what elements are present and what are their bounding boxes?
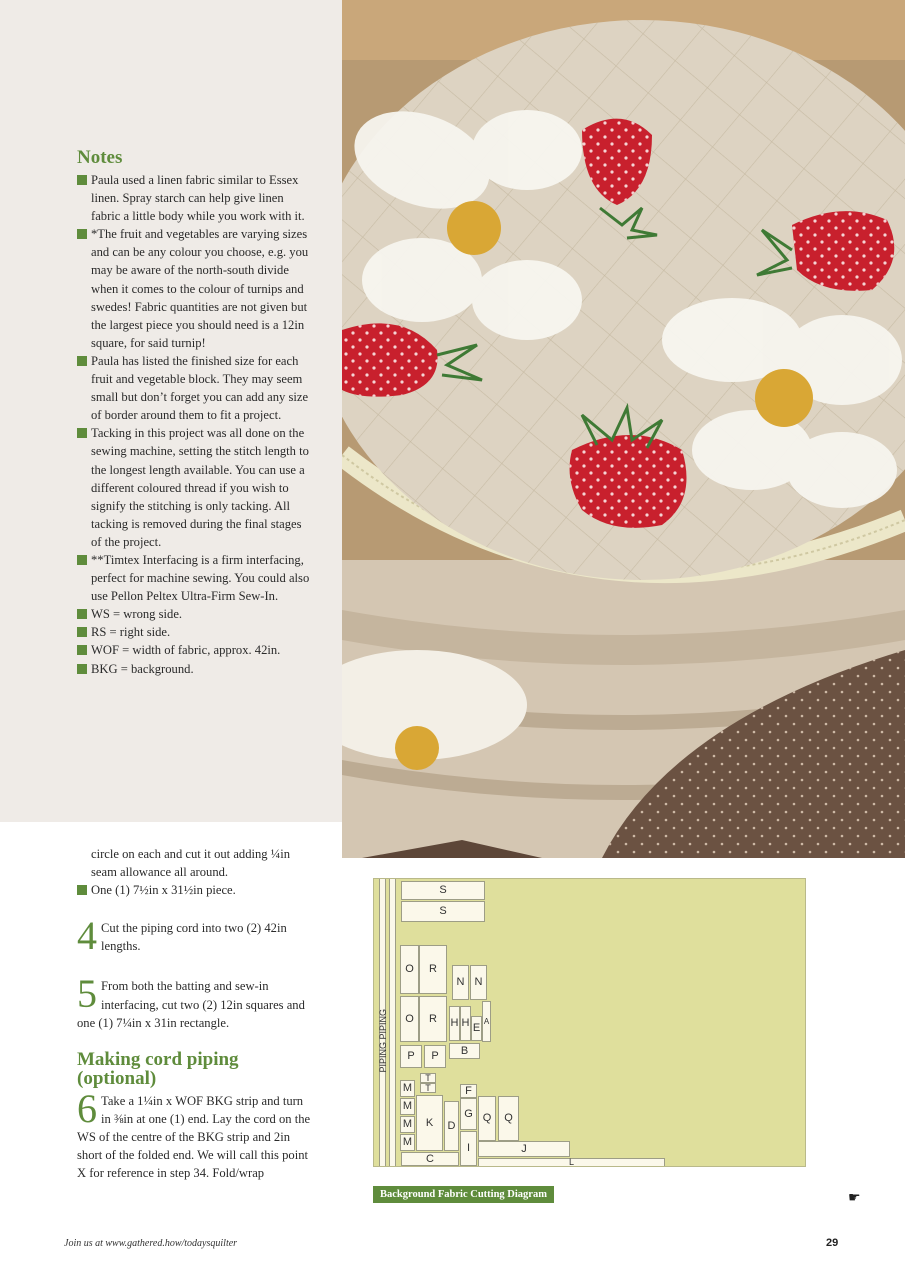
list-item: BKG = background. — [77, 660, 311, 678]
quilted-box-photo — [342, 0, 905, 858]
list-item: One (1) 7½in x 31½in piece. — [77, 881, 311, 899]
piece-label: M — [400, 1134, 415, 1151]
step-number: 6 — [77, 1085, 97, 1131]
piece-label: R — [419, 945, 447, 994]
piece-label: B — [449, 1043, 480, 1059]
notes-title: Notes — [77, 147, 123, 168]
continuation-text: circle on each and cut it out adding ¼in seam allowance all around. — [91, 847, 290, 880]
section-heading: Making cord piping (optional) — [77, 1048, 239, 1089]
bullet-square-icon — [77, 645, 87, 655]
page-number: 29 — [826, 1237, 839, 1249]
piece-label: F — [460, 1084, 477, 1098]
bullet-square-icon — [77, 175, 87, 185]
list-item: WS = wrong side. — [77, 605, 311, 623]
list-item: WOF = width of fabric, approx. 42in. — [77, 641, 311, 659]
piece-label: I — [460, 1131, 477, 1166]
bullet-square-icon — [77, 356, 87, 366]
bullet-square-icon — [77, 627, 87, 637]
pointing-hand-icon: ☛ — [848, 1191, 861, 1206]
piece-label: L — [478, 1158, 665, 1167]
step-text: Take a 1¼in x WOF BKG strip and turn in ⅜in at one (1) end. Lay the cord on the WS of the centre of the BKG strip and 2in short of the folded end. We will call this point X for reference in step 34. Fold/wrap — [77, 1093, 311, 1181]
step-5 — [77, 971, 311, 1031]
piece-label: R — [419, 996, 447, 1042]
bullet-square-icon — [77, 885, 87, 895]
piece-label: Q — [498, 1096, 519, 1141]
step-4 — [77, 913, 311, 959]
piece-label: H — [449, 1006, 460, 1041]
piece-label: H — [460, 1006, 471, 1041]
bullet-square-icon — [77, 229, 87, 239]
piece-label: P — [400, 1045, 422, 1068]
piece-label: M — [400, 1116, 415, 1133]
piece-label: N — [470, 965, 487, 1000]
piece-label: M — [400, 1080, 415, 1097]
bullet-square-icon — [77, 428, 87, 438]
piece-label: T — [420, 1083, 436, 1093]
piece-label: P — [424, 1045, 446, 1068]
list-item: **Timtex Interfacing is a firm interfacing, perfect for machine sewing. You could also use Pellon Peltex Ultra-Firm Sew-In. — [77, 551, 311, 605]
quilted-box-illustration — [342, 0, 905, 858]
step-text: Cut the piping cord into two (2) 42in lengths. — [101, 921, 287, 954]
piece-label: S — [401, 901, 485, 922]
piece-label: A — [482, 1001, 491, 1042]
list-item: RS = right side. — [77, 623, 311, 641]
piece-label: C — [401, 1152, 459, 1166]
footer-url: Join us at www.gathered.how/todaysquilter — [64, 1238, 238, 1249]
list-item: Tacking in this project was all done on the sewing machine, setting the stitch length to the longest length available. You can use a different coloured thread if you wish to signify the stitching is only tacking. All tacking is removed during the final stages of the project. — [77, 424, 311, 551]
piece-label: N — [452, 965, 469, 1000]
piece-label: G — [460, 1098, 477, 1130]
cutting-diagram — [373, 878, 806, 1167]
piece-label: K — [416, 1095, 443, 1151]
piece-label: E — [471, 1016, 482, 1041]
bullet-square-icon — [77, 664, 87, 674]
bullet-square-icon — [77, 609, 87, 619]
notes-list — [77, 171, 311, 678]
piping-label: PIPING PIPING — [378, 1009, 388, 1073]
piece-label: D — [444, 1101, 459, 1151]
piece-label: T — [420, 1073, 436, 1083]
step-text: From both the batting and sew-in interfacing, cut two (2) 12in squares and one (1) 7¼in x 31in rectangle. — [77, 979, 305, 1030]
piece-label: O — [400, 996, 419, 1042]
piece-label: Q — [478, 1096, 496, 1141]
step-6 — [77, 1085, 311, 1182]
list-item: Paula used a linen fabric similar to Essex linen. Spray starch can help give linen fabric a little body while you work with it. — [77, 171, 311, 225]
piece-label: O — [400, 945, 419, 994]
step-number: 4 — [77, 913, 97, 959]
notes-panel — [0, 0, 343, 822]
bullet-square-icon — [77, 555, 87, 565]
piece-label: S — [401, 881, 485, 900]
list-item: Paula has listed the finished size for each fruit and vegetable block. They may seem small but don’t forget you can add any size of border around them to fit a project. — [77, 352, 311, 424]
piece-label: J — [478, 1141, 570, 1157]
step-number: 5 — [77, 971, 97, 1017]
diagram-caption: Background Fabric Cutting Diagram — [373, 1186, 554, 1203]
piece-label: M — [400, 1098, 415, 1115]
instructions-column — [77, 845, 311, 1182]
list-item: *The fruit and vegetables are varying sizes and can be any colour you choose, e.g. you may be aware of the north-south divide when it comes to the colour of turnips and swedes! Fabric quantities are not given but the largest piece you should need is a 12in square, for said turnip! — [77, 225, 311, 352]
